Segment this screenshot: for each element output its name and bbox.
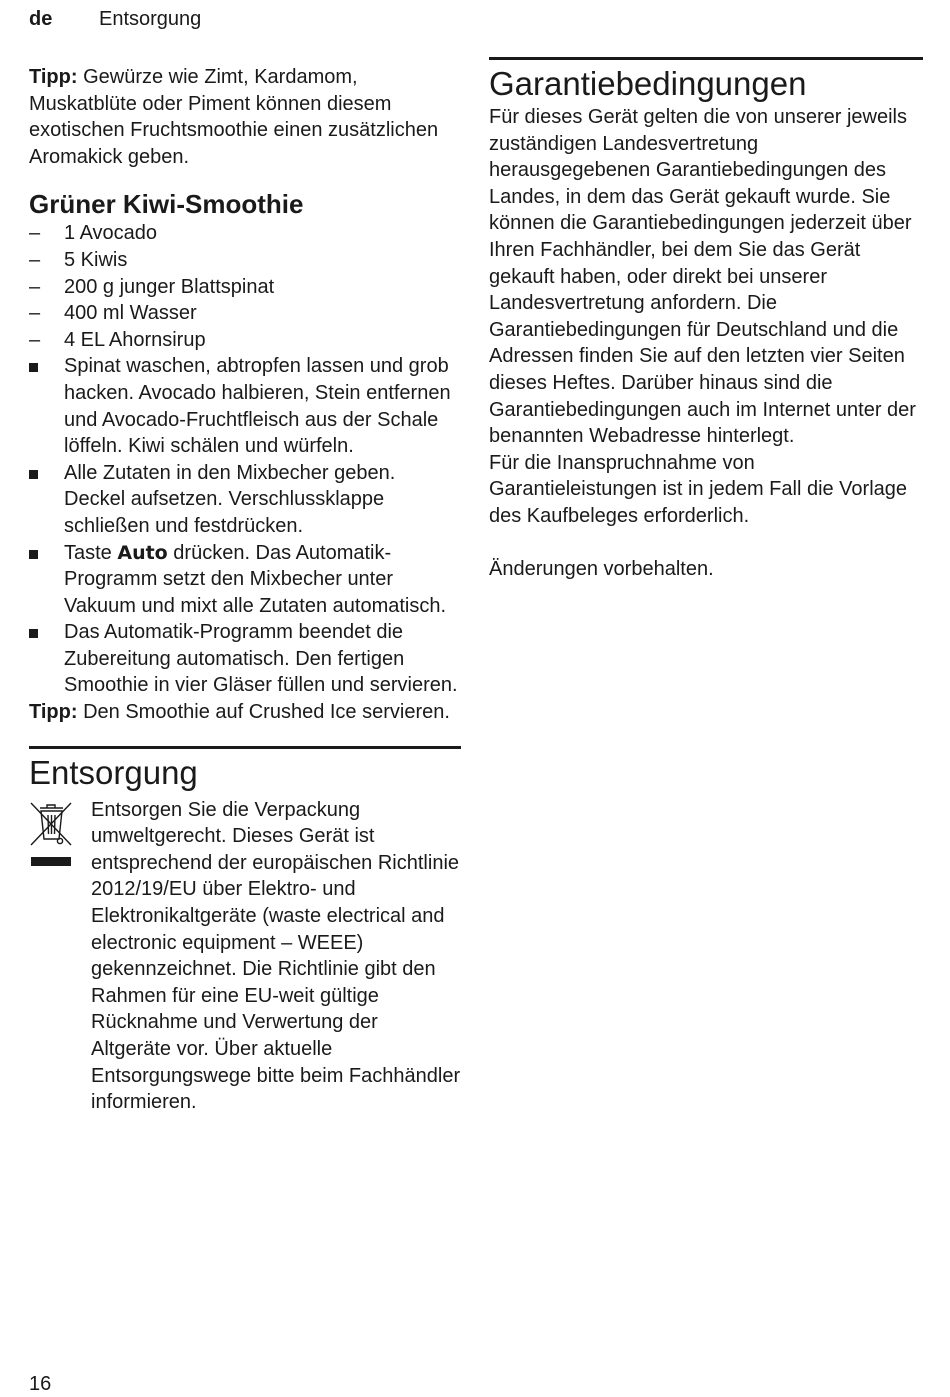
list-item — [29, 220, 461, 247]
list-item — [29, 274, 461, 301]
tip-label: Tipp: — [29, 66, 78, 88]
page-number: 16 — [29, 1373, 52, 1395]
entsorgung-section — [29, 746, 461, 1116]
step-text-post: drücken. Das Automatik-Programm setzt den Mixbecher unter Vakuum und mixt alle Zutaten automatisch. — [64, 541, 447, 617]
list-item — [29, 353, 461, 459]
entsorgung-heading: Entsorgung — [29, 753, 198, 791]
step-text: Alle Zutaten in den Mixbecher geben. Deckel aufsetzen. Verschlussklappe schließen und festdrücken. — [64, 461, 396, 537]
section-rule — [29, 746, 461, 749]
step-text: Das Automatik-Programm beendet die Zubereitung automatisch. Den fertigen Smoothie in vier Gläser füllen und servieren. — [64, 621, 458, 697]
ingredient-text: 1 Avocado — [64, 222, 158, 245]
square-bullet-icon — [29, 550, 38, 559]
right-column — [489, 57, 923, 583]
step-list — [29, 353, 461, 699]
crossed-out-wheelie-bin-icon — [29, 797, 91, 1116]
entsorgung-text: Entsorgen Sie die Verpackung umweltgerecht. Dieses Gerät ist entsprechend der europäischen Richtlinie 2012/19/EU über Elektro- und Elektronikaltgeräte (waste electrical and electronic equipment – WEEE) gekennzeichnet. Die Richtlinie gibt den Rahmen für eine EU-weit gültige Rücknahme und Verwertung der Altgeräte vor. Über aktuelle Entsorgungswege bitte beim Fachhändler informieren. — [91, 798, 461, 1114]
ingredient-text: 5 Kiwis — [64, 248, 128, 271]
language-code: de — [29, 8, 53, 30]
tip-label: Tipp: — [29, 701, 78, 724]
page-header — [29, 6, 201, 32]
step-text-pre: Taste — [64, 541, 118, 564]
tip-text: Den Smoothie auf Crushed Ice servieren. — [77, 701, 450, 724]
dash-marker: – — [29, 248, 41, 271]
recipe-title: Grüner Kiwi-Smoothie — [29, 189, 304, 220]
section-rule — [489, 57, 923, 60]
dash-marker: – — [29, 222, 41, 245]
ingredient-text: 400 ml Wasser — [64, 302, 197, 325]
garantie-heading: Garantiebedingungen — [489, 65, 807, 102]
ingredient-text: 200 g junger Blattspinat — [64, 275, 275, 298]
square-bullet-icon — [29, 629, 38, 638]
list-item — [29, 540, 461, 620]
header-section-title: Entsorgung — [99, 8, 202, 30]
list-item — [29, 247, 461, 274]
ingredient-text: 4 EL Ahornsirup — [64, 328, 206, 351]
list-item — [29, 619, 461, 699]
garantie-paragraph: Für dieses Gerät gelten die von unserer jeweils zuständigen Landesvertretung herausgegebenen Garantiebedingungen des Landes, in dem das Gerät gekauft wurde. Sie können die Garantiebedingungen jederzeit über Ihren Fachhändler, bei dem Sie das Gerät gekauft haben, oder direkt bei unserer Landesvertretung anfordern. Die Garantiebedingungen für Deutschland und die Adressen finden Sie auf den letzten vier Seiten dieses Heftes. Darüber hinaus sind die Garantiebedingungen auch im Internet unter der benannten Webadresse hinterlegt. — [489, 106, 916, 448]
left-column — [29, 64, 461, 1116]
changes-note: Änderungen vorbehalten. — [489, 558, 714, 581]
square-bullet-icon — [29, 470, 38, 479]
square-bullet-icon — [29, 363, 38, 372]
dash-marker: – — [29, 328, 41, 351]
list-item — [29, 460, 461, 540]
list-item — [29, 327, 461, 354]
step-text: Spinat waschen, abtropfen lassen und grob hacken. Avocado halbieren, Stein entfernen und Avocado-Fruchtfleisch aus der Schale löffeln. Kiwi schälen und würfeln. — [64, 355, 451, 458]
dash-marker: – — [29, 302, 41, 325]
recipe-tip — [29, 699, 461, 726]
intro-tip — [29, 64, 461, 170]
garantie-paragraph: Für die Inanspruchnahme von Garantieleistungen ist in jedem Fall die Vorlage des Kaufbeleges erforderlich. — [489, 451, 908, 527]
dash-marker: – — [29, 275, 41, 298]
list-item — [29, 300, 461, 327]
tip-text: Gewürze wie Zimt, Kardamom, Muskatblüte oder Piment können diesem exotischen Fruchtsmoothie einen zusätzlichen Aromakick geben. — [29, 66, 439, 168]
auto-key-label: Auto — [117, 541, 168, 564]
ingredient-list — [29, 220, 461, 353]
